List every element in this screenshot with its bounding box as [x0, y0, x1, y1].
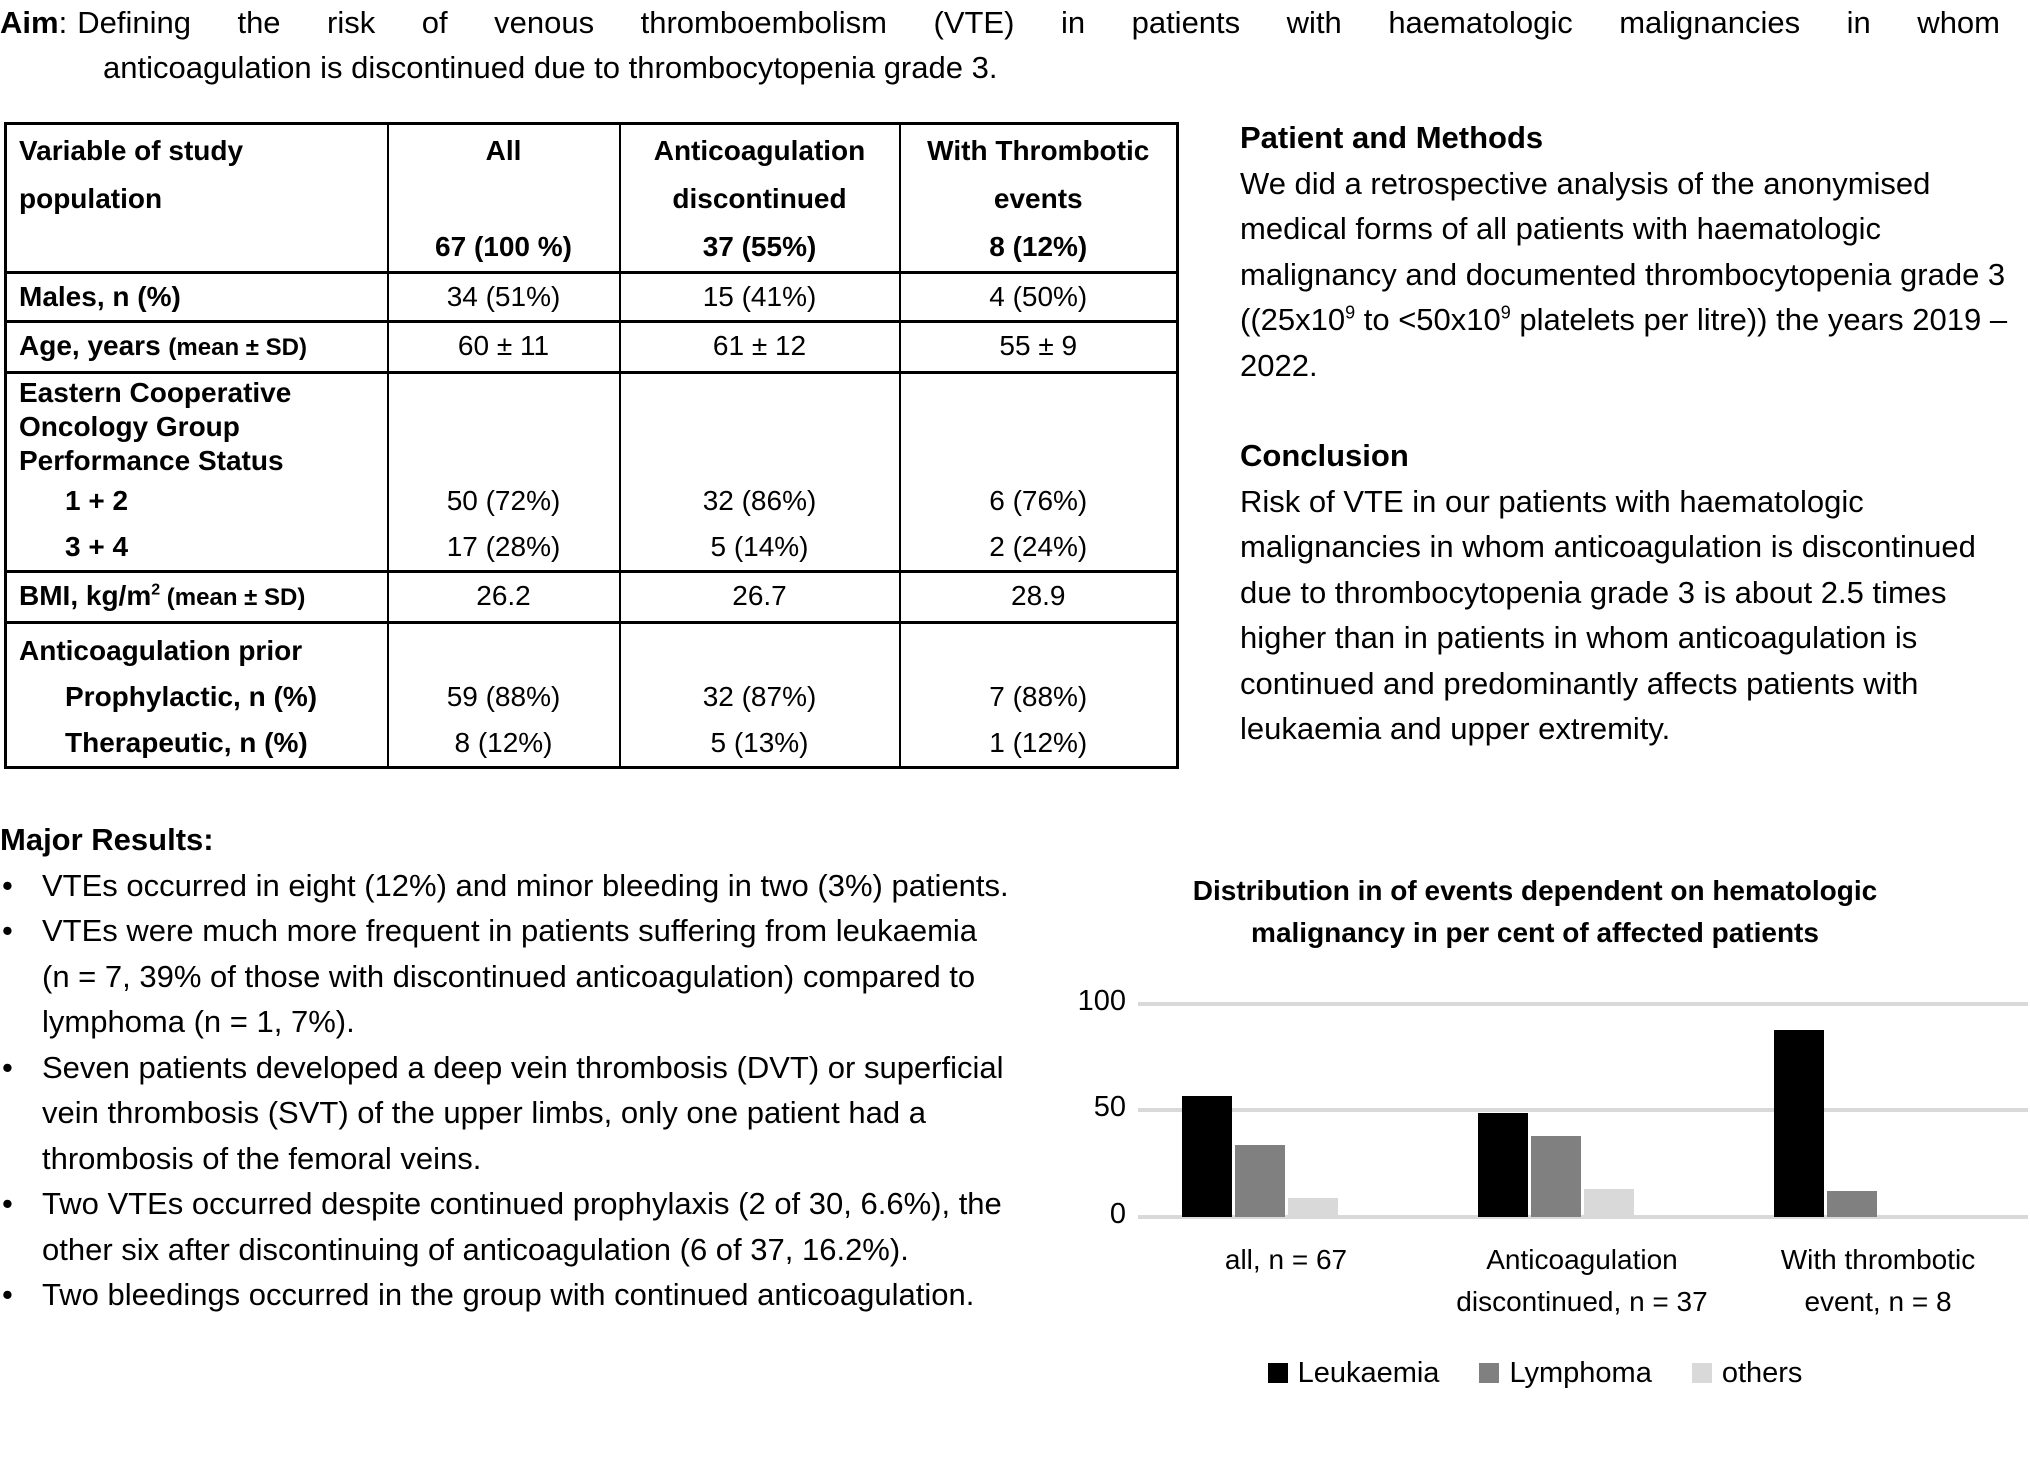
cell-value: 8 (12%) — [388, 720, 620, 768]
row-label-line: Eastern Cooperative — [19, 377, 292, 408]
row-label: 1 + 2 — [6, 478, 388, 524]
row-label-line: Performance Status — [19, 445, 284, 476]
cell-value: 32 (87%) — [620, 674, 900, 720]
aim-text-line2: anticoagulation is discontinued due to thrombocytopenia grade 3. — [103, 50, 998, 85]
cell-empty — [900, 623, 1178, 675]
legend-label: Lymphoma — [1509, 1357, 1652, 1389]
cell-value: 2 (24%) — [900, 524, 1178, 572]
cell-empty — [900, 373, 1178, 479]
x-category-label — [1434, 1239, 1730, 1323]
aim-colon: : — [58, 5, 68, 40]
row-label-qualifier: (mean ± SD) — [160, 584, 306, 611]
x-label-line: discontinued, n = 37 — [1456, 1286, 1708, 1317]
aim-statement — [0, 0, 2000, 90]
legend-item-leukaemia — [1268, 1355, 1440, 1391]
header-thrombotic-events — [900, 124, 1178, 273]
major-results — [0, 817, 1010, 1318]
row-label — [6, 572, 388, 623]
bar-others — [1584, 1189, 1634, 1217]
right-text-column — [1240, 115, 2020, 752]
cell-value: 17 (28%) — [388, 524, 620, 572]
header-text: All — [485, 135, 522, 166]
header-text: events — [993, 183, 1083, 214]
methods-text — [1240, 161, 2020, 389]
cell-empty — [388, 623, 620, 675]
chart-legend — [1040, 1355, 2030, 1391]
bar-leukaemia — [1182, 1096, 1232, 1217]
cell-value: 15 (41%) — [620, 273, 900, 322]
results-list — [0, 863, 1010, 1318]
row-label: Prophylactic, n (%) — [6, 674, 388, 720]
cell-value: 59 (88%) — [388, 674, 620, 720]
cell-value: 5 (14%) — [620, 524, 900, 572]
header-count: 67 (100 %) — [435, 231, 572, 262]
cell-value: 55 ± 9 — [900, 322, 1178, 373]
header-text — [401, 175, 607, 223]
legend-swatch-icon — [1268, 1363, 1288, 1383]
row-label-main: BMI, kg/m — [19, 580, 152, 611]
row-label: Anticoagulation prior — [6, 623, 388, 675]
cell-empty — [620, 373, 900, 479]
cell-empty — [388, 373, 620, 479]
spacer — [1240, 388, 2020, 433]
methods-text-part: platelets per litre)) the years 2019 – 2022. — [1240, 302, 2008, 383]
x-label-line: With thrombotic — [1780, 1244, 1976, 1275]
bar-group — [1138, 1004, 1434, 1217]
bullet-icon: • — [2, 1186, 13, 1221]
cell-value: 61 ± 12 — [620, 322, 900, 373]
bar-leukaemia — [1774, 1030, 1824, 1217]
y-tick-label: 0 — [1109, 1198, 1126, 1230]
legend-swatch-icon — [1692, 1363, 1712, 1383]
methods-heading: Patient and Methods — [1240, 120, 1544, 155]
row-label: Males, n (%) — [6, 273, 388, 322]
cell-value: 26.2 — [388, 572, 620, 623]
legend-label: Leukaemia — [1297, 1357, 1440, 1389]
cell-value: 32 (86%) — [620, 478, 900, 524]
row-label: 3 + 4 — [6, 524, 388, 572]
methods-text-part: We did a retrospective analysis of the anonymised medical forms of all patients with haematologic malignancy and documented thrombocytopenia grade 3 ((25x10 — [1240, 165, 2006, 337]
bar-lymphoma — [1531, 1136, 1581, 1217]
results-heading: Major Results: — [0, 822, 214, 857]
y-tick-label: 50 — [1093, 1091, 1126, 1123]
list-item-text: Two VTEs occurred despite continued prophylaxis (2 of 30, 6.6%), the other six after discontinuing of anticoagulation (6 of 37, 16.2%). — [42, 1186, 1002, 1267]
cell-value: 34 (51%) — [388, 273, 620, 322]
bullet-icon: • — [2, 1277, 13, 1312]
study-population-table — [4, 122, 1179, 769]
table-row-prophylactic — [6, 674, 1178, 720]
cell-value: 1 (12%) — [900, 720, 1178, 768]
list-item — [0, 863, 1010, 909]
x-label-line: all, n = 67 — [1224, 1244, 1348, 1275]
row-label — [6, 322, 388, 373]
table-row-ecog-3-4 — [6, 524, 1178, 572]
y-tick-label: 100 — [1077, 985, 1126, 1017]
table-row-bmi — [6, 572, 1178, 623]
cell-value: 7 (88%) — [900, 674, 1178, 720]
chart-title — [1100, 870, 1970, 954]
legend-item-others — [1692, 1355, 1803, 1391]
header-all — [388, 124, 620, 273]
header-text — [19, 223, 375, 271]
header-text: discontinued — [672, 183, 847, 214]
plot-area — [1077, 985, 2028, 1230]
conclusion-heading: Conclusion — [1240, 438, 1409, 473]
superscript: 9 — [1500, 302, 1511, 323]
cell-value: 4 (50%) — [900, 273, 1178, 322]
list-item-text: Seven patients developed a deep vein thrombosis (DVT) or superficial vein thrombosis (SVT) of the upper limbs, only one patient had a thrombosis of the femoral veins. — [42, 1049, 1004, 1176]
bullet-icon: • — [2, 1049, 13, 1085]
list-item — [0, 1272, 1010, 1318]
header-text: With Thrombotic — [927, 135, 1150, 166]
table-row-age — [6, 322, 1178, 373]
x-label-line: Anticoagulation — [1486, 1244, 1678, 1275]
cell-value: 50 (72%) — [388, 478, 620, 524]
aim-text-line1: Defining the risk of venous thromboembolism (VTE) in patients with haematologic malignancies in whom — [77, 5, 2000, 40]
list-item-text: VTEs were much more frequent in patients suffering from leukaemia (n = 7, 39% of those with discontinued anticoagulation) compared to lymphoma (n = 1, 7%). — [42, 913, 978, 1039]
row-label — [6, 373, 388, 479]
row-label-line: Oncology Group — [19, 411, 240, 442]
chart-title-line: malignancy in per cent of affected patients — [1251, 917, 1819, 948]
table-row-males — [6, 273, 1178, 322]
cell-value: 6 (76%) — [900, 478, 1178, 524]
table-row-therapeutic — [6, 720, 1178, 768]
superscript: 9 — [1345, 302, 1356, 323]
cell-value: 60 ± 11 — [388, 322, 620, 373]
bar-lymphoma — [1827, 1191, 1877, 1217]
bullet-icon: • — [2, 913, 13, 948]
list-item — [0, 908, 1010, 1045]
bullet-icon: • — [2, 867, 13, 903]
cell-value: 26.7 — [620, 572, 900, 623]
row-label-main: Age, years — [19, 330, 169, 361]
table-row-ecog-header — [6, 373, 1178, 479]
header-anticoagulation-discontinued — [620, 124, 900, 273]
legend-item-lymphoma — [1479, 1355, 1651, 1391]
header-count: 37 (55%) — [702, 231, 817, 262]
table-row-anticoagulation-header — [6, 623, 1178, 675]
table-row-ecog-1-2 — [6, 478, 1178, 524]
legend-swatch-icon — [1479, 1363, 1499, 1383]
aim-label: Aim — [0, 5, 59, 40]
cell-value: 28.9 — [900, 572, 1178, 623]
header-text: Anticoagulation — [653, 135, 866, 166]
x-category-label — [1138, 1239, 1434, 1281]
row-label: Therapeutic, n (%) — [6, 720, 388, 768]
list-item — [0, 1181, 1010, 1272]
table-header-row — [6, 124, 1178, 273]
x-category-label — [1730, 1239, 2026, 1323]
cell-value: 5 (13%) — [620, 720, 900, 768]
bar-chart — [1040, 870, 2030, 1430]
list-item-text: VTEs occurred in eight (12%) and minor bleeding in two (3%) patients. — [42, 867, 1009, 903]
x-label-line: event, n = 8 — [1804, 1286, 1952, 1317]
bar-leukaemia — [1478, 1113, 1528, 1217]
header-text: population — [19, 183, 163, 214]
chart-title-line: Distribution in of events dependent on hematologic — [1192, 875, 1878, 906]
header-variable — [6, 124, 388, 273]
cell-empty — [620, 623, 900, 675]
bar-group — [1434, 1004, 1730, 1217]
header-text: Variable of study — [19, 135, 244, 166]
row-label-superscript: 2 — [151, 581, 161, 599]
methods-text-part: to <50x10 — [1355, 302, 1501, 337]
bar-others — [1288, 1198, 1338, 1217]
conclusion-text: Risk of VTE in our patients with haematologic malignancies in whom anticoagulation is discontinued due to thrombocytopenia grade 3 is about 2.5 times higher than in patients in whom anticoagulation is continued and predominantly affects patients with leukaemia and upper extremity. — [1240, 483, 1976, 746]
header-count: 8 (12%) — [989, 231, 1088, 262]
list-item — [0, 1045, 1010, 1182]
bar-lymphoma — [1235, 1145, 1285, 1217]
legend-label: others — [1721, 1357, 1803, 1389]
row-label-qualifier: (mean ± SD) — [168, 334, 307, 361]
list-item-text: Two bleedings occurred in the group with continued anticoagulation. — [42, 1277, 975, 1312]
bar-group — [1730, 1004, 2026, 1217]
